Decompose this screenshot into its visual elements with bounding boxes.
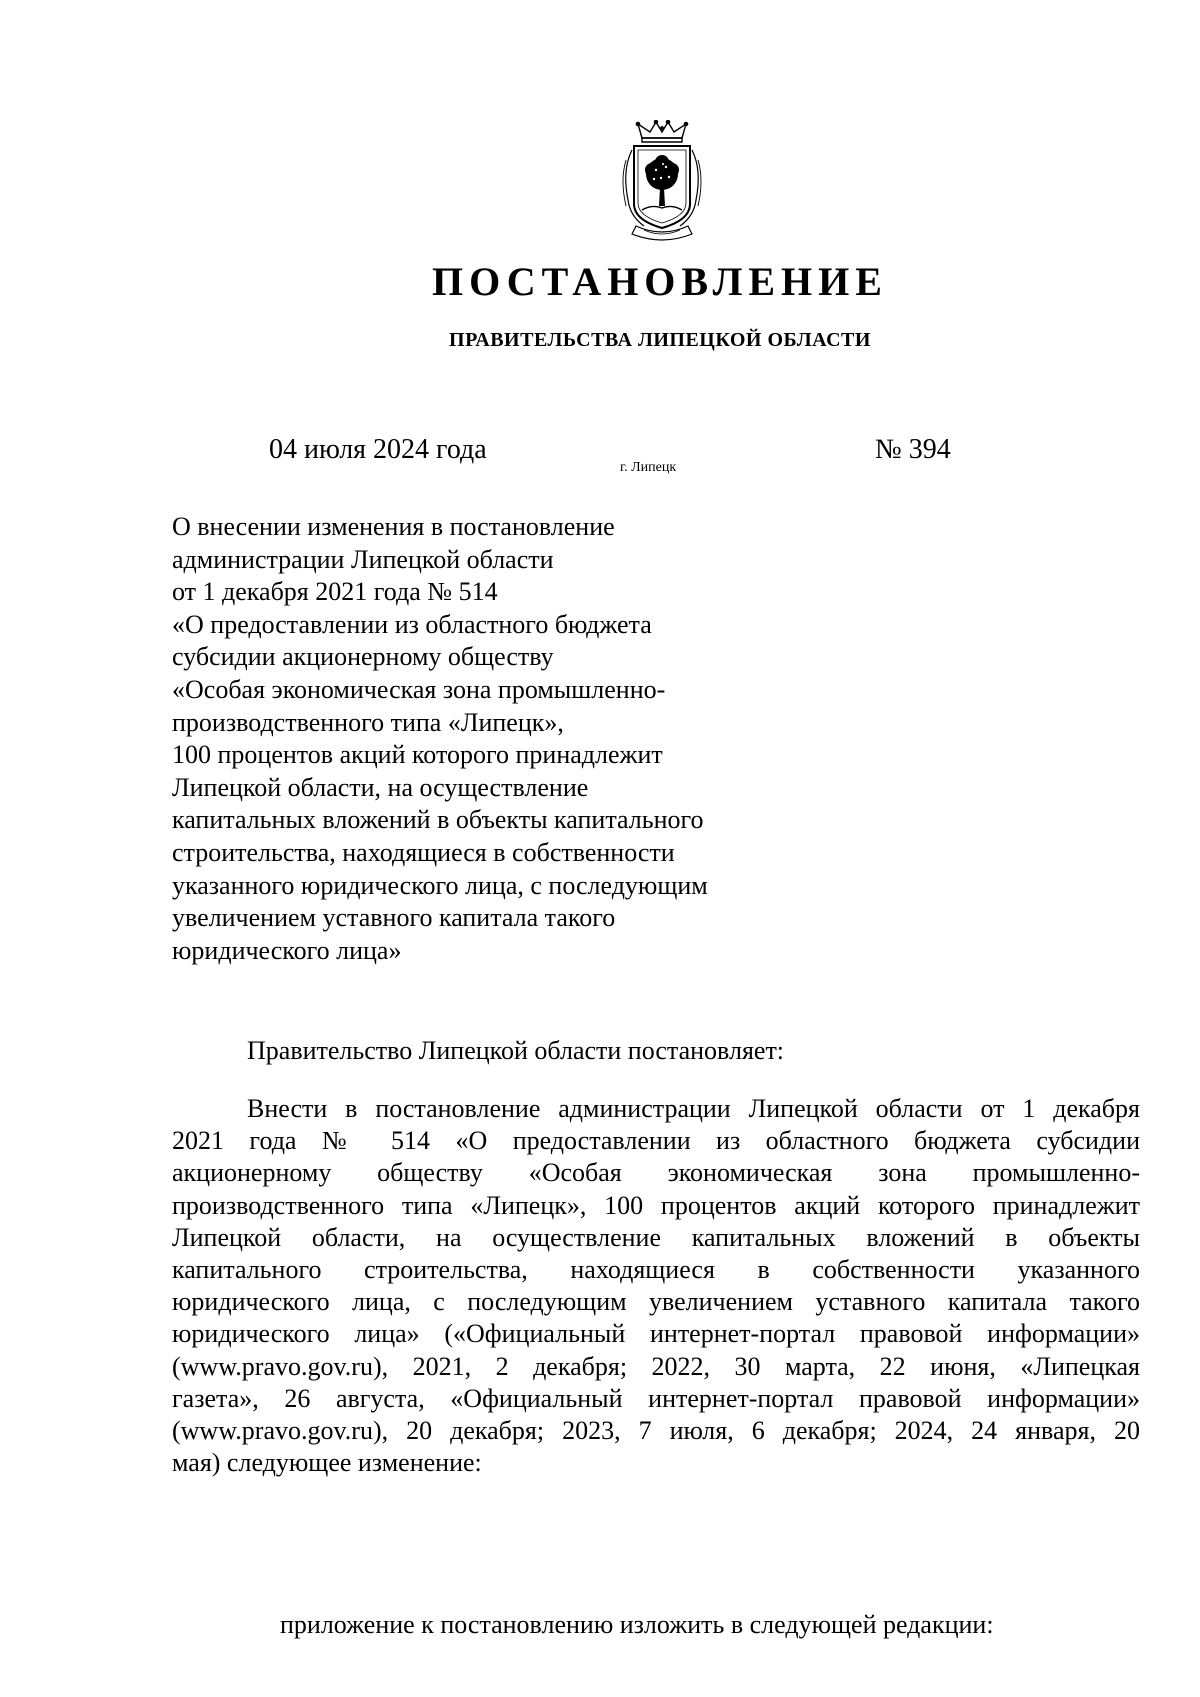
paragraph-line: Внести в постановление администрации Липецкой области от 1 декабря [247, 1094, 1140, 1123]
heading-line: производственного типа «Липецк», [172, 707, 564, 737]
document-title: ПОСТАНОВЛЕНИЕ [432, 259, 888, 304]
paragraph-line: (www.pravo.gov.ru), 2021, 2 декабря; 2022, 30 марта, 22 июня, «Липецкая [172, 1351, 1140, 1381]
document-subtitle: ПРАВИТЕЛЬСТВА ЛИПЕЦКОЙ ОБЛАСТИ [449, 329, 871, 351]
document-city: г. Липецк [620, 460, 677, 475]
paragraph-line: мая) следующее изменение: [172, 1448, 482, 1478]
heading-line: администрации Липецкой области [172, 544, 554, 574]
heading-line: указанного юридического лица, с последующим [172, 870, 708, 900]
heading-line: Липецкой области, на осуществление [172, 772, 589, 802]
main-paragraph [172, 1093, 1140, 1479]
heading-line: «О предоставлении из областного бюджета [172, 609, 652, 639]
heading-line: увеличением уставного капитала такого [172, 903, 616, 933]
paragraph-line: капитального строительства, находящиеся в собственности указанного [172, 1254, 1140, 1284]
heading-line: «Особая экономическая зона промышленно- [172, 674, 666, 704]
paragraph-line: юридического лица, с последующим увеличением уставного капитала такого [172, 1287, 1140, 1317]
paragraph-line: (www.pravo.gov.ru), 20 декабря; 2023, 7 июля, 6 декабря; 2024, 24 января, 20 [172, 1415, 1140, 1445]
paragraph-line: производственного типа «Липецк», 100 процентов акций которого принадлежит [172, 1190, 1140, 1220]
paragraph-line: газета», 26 августа, «Официальный интернет-портал правовой информации» [172, 1383, 1140, 1413]
heading-line: субсидии акционерному обществу [172, 642, 554, 672]
paragraph-line: 2021 года № 514 «О предоставлении из областного бюджета субсидии [172, 1126, 1140, 1156]
heading-line: от 1 декабря 2021 года № 514 [172, 577, 498, 607]
document-number: № 394 [875, 434, 951, 465]
paragraph-line: юридического лица» («Официальный интернет-портал правовой информации» [172, 1319, 1140, 1349]
heading-line: 100 процентов акций которого принадлежит [172, 740, 663, 770]
resolves-paragraph: Правительство Липецкой области постановляет: [247, 1036, 785, 1065]
paragraph-line: акционерному обществу «Особая экономическая зона промышленно- [172, 1158, 1140, 1188]
paragraph-line: Липецкой области, на осуществление капитальных вложений в объекты [172, 1222, 1140, 1252]
document-date: 04 июля 2024 года [269, 434, 487, 465]
document-heading [172, 511, 812, 967]
heading-line: О внесении изменения в постановление [172, 512, 615, 541]
heading-line: капитальных вложений в объекты капитального [172, 805, 704, 835]
heading-line: юридического лица» [172, 935, 402, 965]
heading-line: строительства, находящиеся в собственности [172, 837, 675, 867]
amendment-paragraph: приложение к постановлению изложить в следующей редакции: [280, 1610, 994, 1639]
lipetsk-coat-of-arms-icon [614, 120, 710, 244]
